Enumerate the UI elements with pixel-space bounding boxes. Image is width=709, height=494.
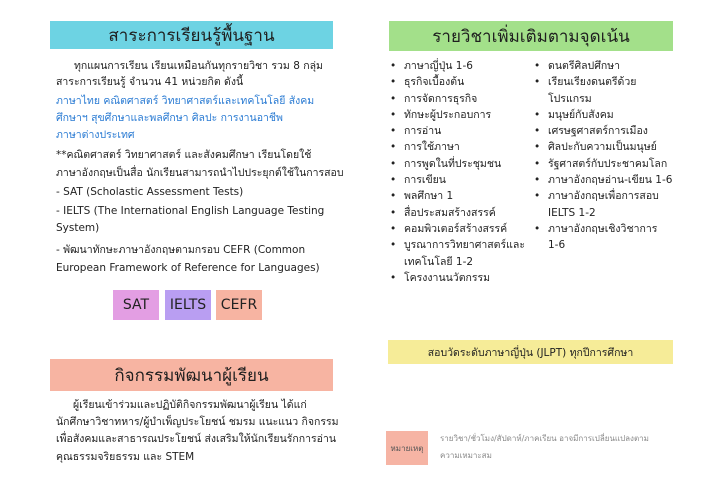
elective-left-item bbox=[388, 91, 525, 107]
elective-left-item-text: • ธุรกิจเบื้องต้น bbox=[404, 76, 465, 89]
elective-right-item-text: • ภาษาอังกฤษอ่าน-เขียน 1-6 bbox=[548, 174, 673, 187]
elective-left-item-text: • บูรณาการวิทยาศาสตร์และ bbox=[404, 239, 525, 252]
core-subjects-line-2: ศึกษาฯ สุขศึกษาและพลศึกษา ศิลปะ การงานอาชีพ bbox=[56, 112, 283, 124]
core-note-line-2: ภาษาอังกฤษเป็นสื่อ นักเรียนสามารถนำไปประยุกต์ใช้ในการสอบ bbox=[56, 167, 344, 179]
core-subjects-line-1: ภาษาไทย คณิตศาสตร์ วิทยาศาสตร์และเทคโนโลยี สังคม bbox=[56, 95, 315, 107]
sat-badge-label: SAT bbox=[122, 297, 150, 313]
elective-right-item-text: • มนุษย์กับสังคม bbox=[548, 108, 614, 121]
core-note-line-1: **คณิตศาสตร์ วิทยาศาสตร์ และสังคมศึกษา เรียนโดยใช้ bbox=[56, 149, 312, 161]
elective-left-item-text: • คอมพิวเตอร์สร้างสรรค์ bbox=[404, 222, 508, 235]
core-note-line-7: European Framework of Reference for Languages) bbox=[56, 262, 320, 274]
core-title: สาระการเรียนรู้พื้นฐาน bbox=[108, 25, 275, 46]
core-intro-line-1: ทุกแผนการเรียน เรียนเหมือนกันทุกรายวิชา รวม 8 กลุ่ม bbox=[74, 60, 323, 72]
elective-right-item bbox=[532, 74, 672, 107]
jlpt-text: สอบวัดระดับภาษาญี่ปุ่น (JLPT) ทุกปีการศึกษา bbox=[427, 346, 634, 359]
remark-label-text: หมายเหตุ bbox=[390, 443, 424, 453]
elective-left-item bbox=[388, 205, 525, 221]
elective-left-item-text: • การพูดในที่ประชุมชน bbox=[404, 157, 502, 170]
electives-header bbox=[389, 21, 673, 51]
elective-right-item-text: IELTS 1-2 bbox=[548, 206, 596, 219]
elective-right-item-text: • ภาษาอังกฤษเพื่อการสอบ bbox=[548, 190, 659, 203]
remark-label bbox=[386, 431, 428, 465]
elective-right-item bbox=[532, 139, 672, 155]
activities-line-2: นักศึกษาวิชาทหาร/ผู้บำเพ็ญประโยชน์ ชมรม แนะแนว กิจกรรม bbox=[56, 416, 339, 428]
elective-right-item bbox=[532, 123, 672, 139]
activities-title: กิจกรรมพัฒนาผู้เรียน bbox=[114, 365, 269, 386]
electives-list-left bbox=[388, 58, 525, 286]
jlpt-bar bbox=[388, 340, 673, 364]
elective-left-item-text: • โครงงานนวัตกรรม bbox=[404, 271, 491, 284]
core-note-line-3: - SAT (Scholastic Assessment Tests) bbox=[56, 186, 244, 198]
ielts-badge bbox=[165, 290, 211, 320]
core-note-line-4: - IELTS (The International English Language Testing bbox=[56, 205, 325, 217]
core-subjects-line-3: ภาษาต่างประเทศ bbox=[56, 129, 135, 141]
electives-title: รายวิชาเพิ่มเติมตามจุดเน้น bbox=[432, 26, 630, 47]
elective-right-item-text: • ภาษาอังกฤษเชิงวิชาการ bbox=[548, 222, 658, 235]
elective-right-item-text: โปรแกรม bbox=[548, 92, 592, 105]
elective-right-item bbox=[532, 156, 672, 172]
elective-left-item bbox=[388, 58, 525, 74]
elective-right-item bbox=[532, 172, 672, 188]
core-header bbox=[50, 21, 333, 49]
elective-right-item-text: • เรียนเรียงดนตรีด้วย bbox=[548, 76, 637, 89]
elective-left-item-text: • พลศึกษา 1 bbox=[404, 190, 454, 203]
elective-right-item-text: • รัฐศาสตร์กับประชาคมโลก bbox=[548, 157, 668, 170]
core-note-line-5: System) bbox=[56, 222, 100, 234]
elective-left-item bbox=[388, 221, 525, 237]
elective-right-item-text: • ศิลปะกับความเป็นมนุษย์ bbox=[548, 141, 657, 154]
core-note-line-6: - พัฒนาทักษะภาษาอังกฤษตามกรอบ CEFR (Common bbox=[56, 244, 306, 256]
elective-left-item bbox=[388, 139, 525, 155]
elective-right-item bbox=[532, 221, 672, 254]
elective-right-item bbox=[532, 107, 672, 123]
elective-left-item-text: • การอ่าน bbox=[404, 125, 442, 138]
elective-left-item bbox=[388, 270, 525, 286]
activities-line-3: เพื่อสังคมและสาธารณประโยชน์ ส่งเสริมให้นักเรียนรักการอ่าน bbox=[56, 433, 337, 445]
elective-left-item-text: • การใช้ภาษา bbox=[404, 141, 460, 154]
remark-line-2: ความเหมาะสม bbox=[440, 451, 492, 460]
elective-left-item bbox=[388, 172, 525, 188]
electives-list-right bbox=[532, 58, 672, 254]
elective-right-item bbox=[532, 188, 672, 221]
elective-right-item-text: 1-6 bbox=[548, 239, 566, 252]
elective-left-item bbox=[388, 237, 525, 270]
elective-right-item-text: • เศรษฐศาสตร์การเมือง bbox=[548, 125, 648, 138]
elective-left-item-text: • การจัดการธุรกิจ bbox=[404, 92, 478, 105]
cefr-badge-label: CEFR bbox=[220, 297, 258, 313]
cefr-badge bbox=[216, 290, 262, 320]
elective-left-item-text: • สื่อประสมสร้างสรรค์ bbox=[404, 206, 496, 219]
elective-left-item bbox=[388, 156, 525, 172]
elective-left-item-text: • การเขียน bbox=[404, 174, 446, 187]
activities-header bbox=[50, 359, 333, 391]
remark-line-1: รายวิชา/ชั่วโมง/สัปดาห์/ภาคเรียน อาจมีการเปลี่ยนแปลงตาม bbox=[440, 434, 649, 443]
elective-left-item bbox=[388, 123, 525, 139]
activities-line-1: ผู้เรียนเข้าร่วมและปฏิบัติกิจกรรมพัฒนาผู้เรียน ได้แก่ bbox=[73, 399, 307, 411]
activities-line-4: คุณธรรมจริยธรรม และ STEM bbox=[56, 451, 195, 463]
ielts-badge-label: IELTS bbox=[169, 297, 207, 313]
core-intro-line-2: สาระการเรียนรู้ จำนวน 41 หน่วยกิต ดังนี้ bbox=[56, 76, 244, 88]
elective-left-item-text: • ทักษะผู้ประกอบการ bbox=[404, 108, 492, 121]
elective-left-item-text: เทคโนโลยี 1-2 bbox=[404, 255, 474, 268]
elective-left-item bbox=[388, 74, 525, 90]
elective-left-item bbox=[388, 188, 525, 204]
elective-right-item-text: • ดนตรีศิลปศึกษา bbox=[548, 60, 621, 72]
elective-left-item bbox=[388, 107, 525, 123]
elective-right-item bbox=[532, 58, 672, 74]
sat-badge bbox=[113, 290, 159, 320]
elective-left-item-text: • ภาษาญี่ปุ่น 1-6 bbox=[404, 60, 473, 72]
